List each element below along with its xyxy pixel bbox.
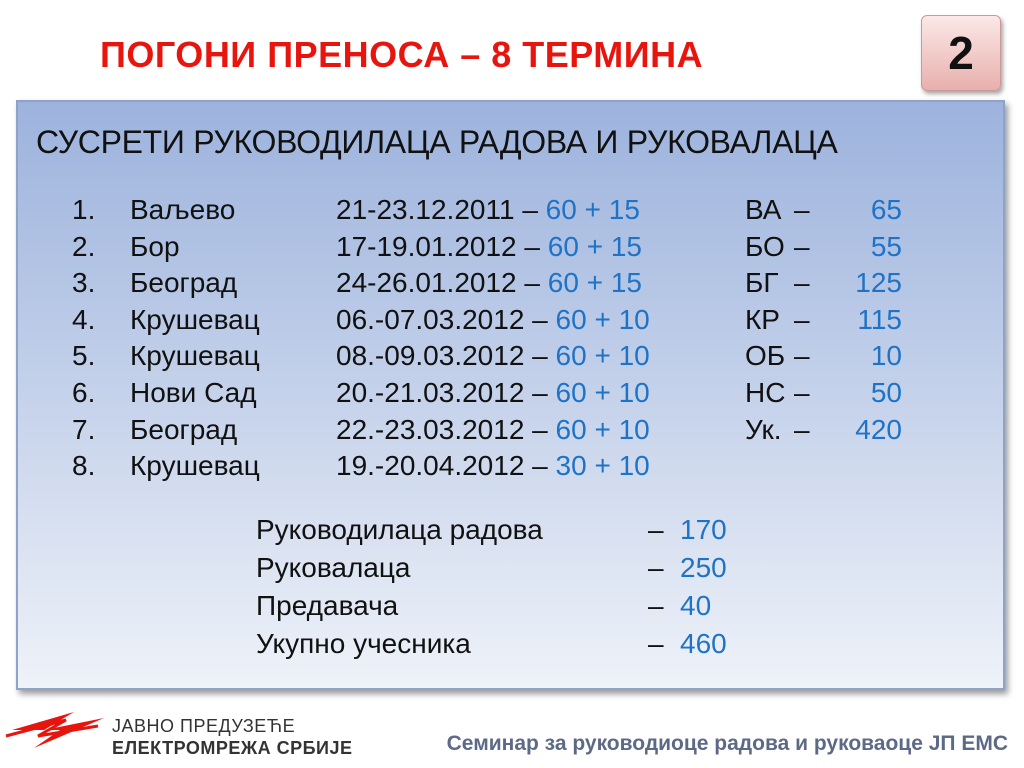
summary-label: Укупно учесника [256, 628, 471, 659]
row-code-value: 420 [855, 413, 902, 445]
panel-heading: СУСРЕТИ РУКОВОДИЛАЦА РАДОВА И РУКОВАЛАЦА [36, 124, 838, 160]
summary-dash: – [648, 552, 664, 583]
slide-title: ПОГОНИ ПРЕНОСА – 8 ТЕРМИНА [100, 34, 704, 75]
row-dash: – [532, 303, 548, 335]
row-dates [336, 194, 640, 226]
row-city: Београд [130, 413, 238, 445]
row-number: 8. [72, 450, 96, 482]
row-count-a: 30 [555, 450, 587, 482]
row-code: ОБ [745, 340, 786, 372]
row-dates [336, 231, 642, 263]
row-count-a: 60 [547, 267, 579, 299]
row-plus: + [594, 303, 611, 335]
summary-dash: – [648, 514, 664, 545]
summary-label: Руковалаца [256, 552, 411, 583]
row-count-b: 10 [618, 413, 650, 445]
row-code-dash: – [794, 267, 810, 299]
row-count-a: 60 [555, 376, 587, 408]
row-code: КР [745, 303, 780, 335]
row-dash: – [524, 267, 540, 299]
row-code-value: 125 [855, 267, 902, 299]
row-dates [336, 267, 642, 299]
row-city: Крушевац [130, 340, 260, 372]
row-number: 4. [72, 303, 96, 335]
row-code: БО [745, 230, 785, 262]
summary-label: Руководилаца радова [256, 514, 543, 545]
row-dates [336, 450, 650, 482]
row-plus: + [594, 450, 611, 482]
row-count-b: 10 [618, 450, 650, 482]
row-count-b: 10 [618, 376, 650, 408]
row-code-value: 10 [870, 340, 902, 372]
row-code-dash: – [794, 230, 810, 262]
row-city: Бор [130, 230, 180, 262]
row-number: 2. [72, 230, 96, 262]
row-count-b: 15 [610, 230, 642, 262]
row-count-a: 60 [545, 194, 577, 225]
row-dash: – [522, 194, 538, 225]
row-plus: + [586, 267, 604, 299]
summary-dash: – [648, 590, 664, 621]
row-count-b: 15 [608, 194, 640, 225]
row-code: БГ [745, 267, 779, 299]
summary-value: 250 [680, 552, 727, 583]
row-count-a: 60 [555, 340, 587, 372]
row-dates [336, 377, 650, 409]
row-date-text: 06.-07.03.2012 [336, 303, 525, 335]
row-dash: – [524, 230, 540, 262]
row-count-b: 10 [618, 303, 650, 335]
row-plus: + [594, 376, 611, 408]
slide-number-badge: 2 [921, 15, 1001, 91]
row-date-text: 19.-20.04.2012 [336, 450, 525, 482]
row-code-dash: – [794, 340, 810, 372]
row-dash: – [532, 376, 548, 408]
row-code-value: 65 [870, 194, 902, 225]
summary-value: 460 [680, 628, 727, 659]
row-code-dash: – [794, 413, 810, 445]
row-plus: + [584, 194, 601, 225]
row-dates [336, 414, 650, 446]
row-count-b: 15 [610, 267, 642, 299]
organization-name-line1: ЈАВНО ПРЕДУЗЕЋЕ [112, 716, 296, 736]
row-city: Крушевац [130, 450, 260, 482]
row-dates [336, 304, 650, 336]
row-dash: – [532, 450, 548, 482]
row-date-text: 20.-21.03.2012 [336, 376, 525, 408]
summary-value: 40 [680, 590, 712, 621]
company-logo-icon [4, 700, 114, 764]
organization-name-line2: ЕЛЕКТРОМРЕЖА СРБИЈЕ [112, 738, 353, 758]
row-code-value: 115 [857, 303, 902, 335]
row-date-text: 17-19.01.2012 [336, 230, 517, 262]
footer-caption: Семинар за руководиоце радова и руковаоце ЈП ЕМС [446, 732, 1008, 755]
row-dash: – [532, 413, 548, 445]
row-dates [336, 340, 650, 372]
row-city: Крушевац [130, 303, 260, 335]
row-count-a: 60 [547, 230, 579, 262]
row-date-text: 21-23.12.2011 [336, 194, 515, 225]
row-number: 5. [72, 340, 96, 372]
row-code-dash: – [794, 194, 810, 225]
row-number: 1. [72, 194, 96, 225]
row-date-text: 22.-23.03.2012 [336, 413, 525, 445]
row-code: ВА [745, 194, 782, 225]
row-date-text: 08.-09.03.2012 [336, 340, 525, 372]
row-city: Београд [130, 267, 238, 299]
row-date-text: 24-26.01.2012 [336, 267, 517, 299]
row-plus: + [594, 340, 611, 372]
row-code: Ук. [745, 413, 782, 445]
row-number: 6. [72, 376, 96, 408]
summary-value: 170 [680, 514, 727, 545]
summary-label: Предавача [256, 590, 399, 621]
row-code-value: 55 [870, 230, 902, 262]
row-count-b: 10 [618, 340, 650, 372]
row-code-value: 50 [870, 376, 902, 408]
row-plus: + [586, 230, 604, 262]
row-dash: – [532, 340, 548, 372]
row-number: 3. [72, 267, 96, 299]
row-city: Ваљево [130, 194, 236, 225]
row-code-dash: – [794, 376, 810, 408]
summary-dash: – [648, 628, 664, 659]
row-city: Нови Сад [130, 376, 257, 408]
row-code-dash: – [794, 303, 810, 335]
row-count-a: 60 [555, 413, 587, 445]
row-count-a: 60 [555, 303, 587, 335]
row-plus: + [594, 413, 611, 445]
row-number: 7. [72, 413, 96, 445]
row-code: НС [745, 376, 786, 408]
